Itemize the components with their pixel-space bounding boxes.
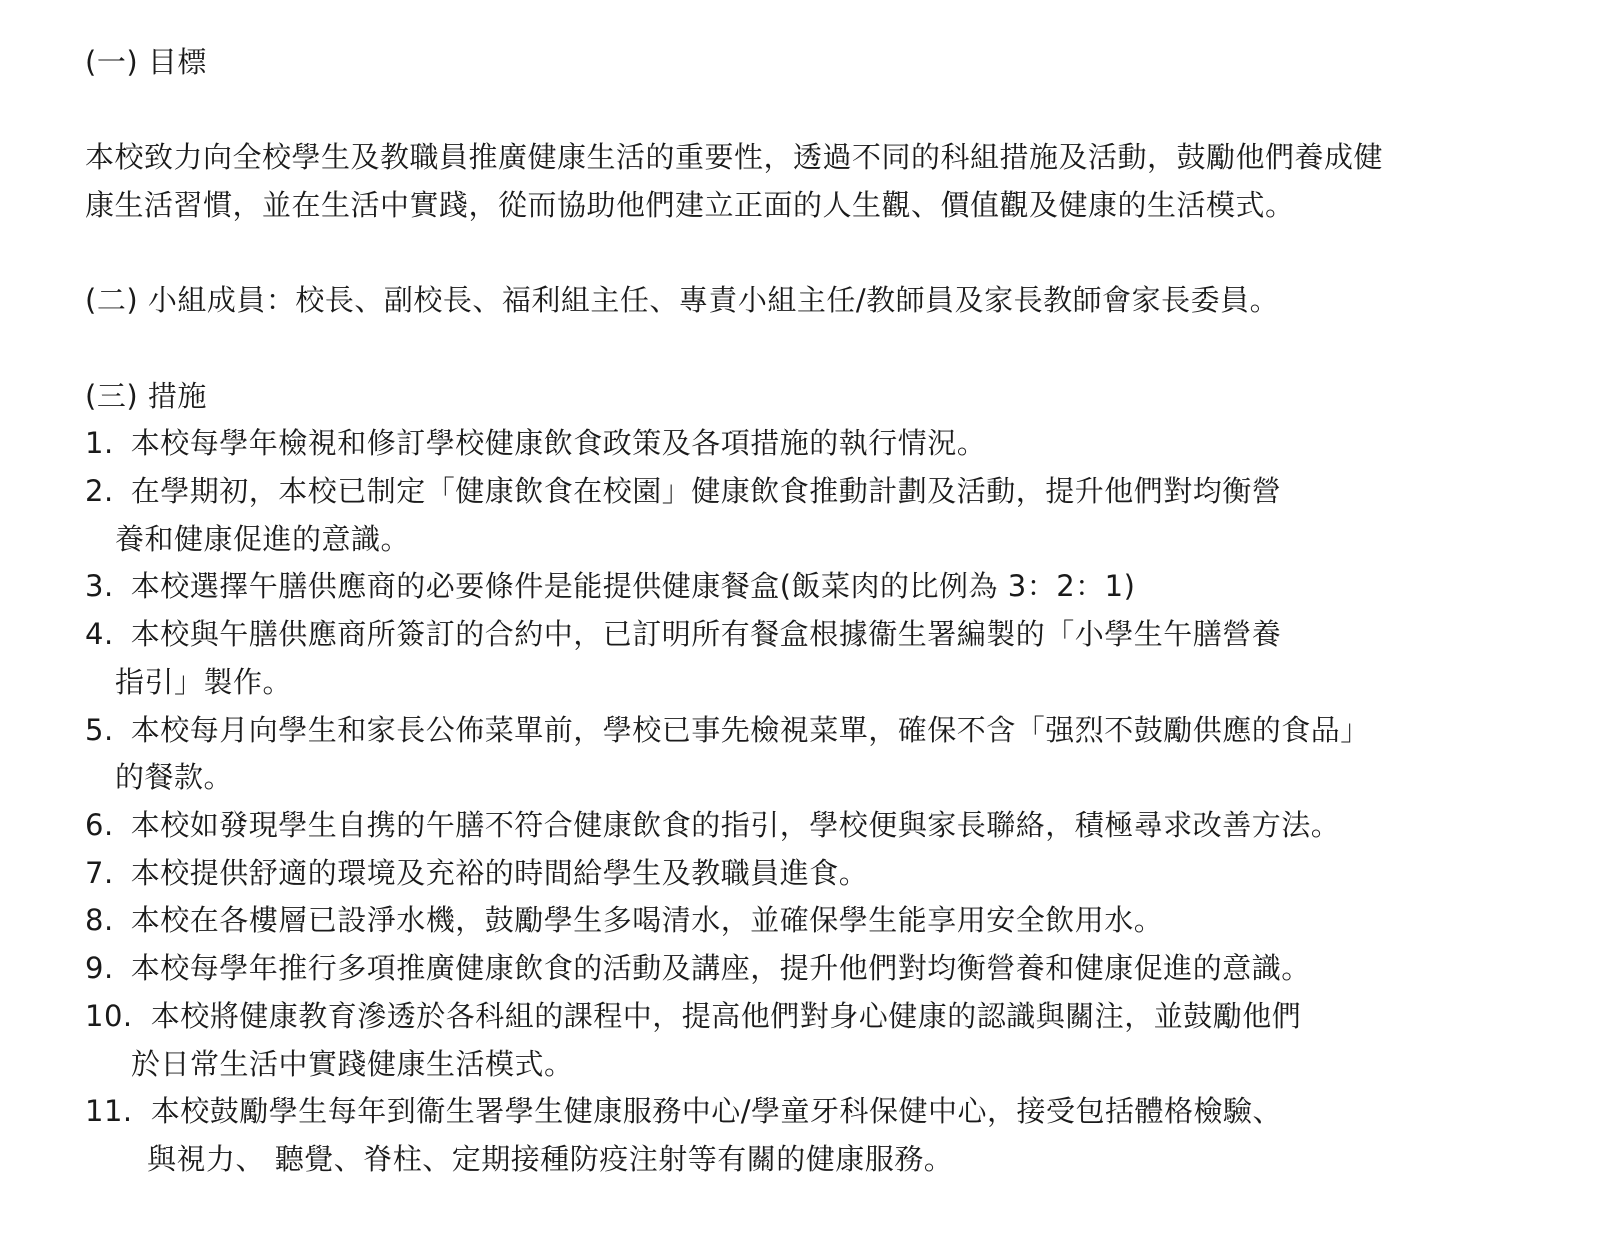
list-item-6 bbox=[85, 805, 1340, 845]
list-item-number: 1. bbox=[85, 426, 114, 460]
list-item-text: 本校每月向學生和家長公佈菜單前，學校已事先檢視菜單，確保不含「强烈不鼓勵供應的食品」 bbox=[130, 713, 1370, 747]
list-item-3 bbox=[85, 566, 1135, 606]
list-item-text: 本校選擇午膳供應商的必要條件是能提供健康餐盒(飯菜肉的比例為 3：2：1) bbox=[130, 569, 1136, 603]
list-item-number: 7. bbox=[85, 856, 114, 890]
list-item-number: 3. bbox=[85, 569, 114, 603]
list-item-text: 本校每學年推行多項推廣健康飲食的活動及講座，提升他們對均衡營養和健康促進的意識。 bbox=[130, 951, 1311, 985]
list-item-number: 2. bbox=[85, 474, 114, 508]
list-item-10-continuation: 於日常生活中實踐健康生活模式。 bbox=[131, 1047, 574, 1081]
list-item-number: 11. bbox=[85, 1094, 133, 1128]
list-item-text: 本校將健康教育滲透於各科組的課程中，提高他們對身心健康的認識與關注，並鼓勵他們 bbox=[150, 999, 1302, 1033]
list-item-text: 本校與午膳供應商所簽訂的合約中，已訂明所有餐盒根據衞生署編製的「小學生午膳營養 bbox=[130, 617, 1282, 651]
list-item-4-continuation: 指引」製作。 bbox=[115, 665, 293, 699]
list-item-number: 4. bbox=[85, 617, 114, 651]
list-item-2 bbox=[85, 471, 1281, 511]
list-item-10 bbox=[85, 996, 1301, 1036]
section1-heading: (一) 目標 bbox=[85, 45, 207, 79]
list-item-text: 在學期初，本校已制定「健康飲食在校園」健康飲食推動計劃及活動，提升他們對均衡營 bbox=[130, 474, 1282, 508]
list-item-text: 本校鼓勵學生每年到衞生署學生健康服務中心/學童牙科保健中心，接受包括體格檢驗、 bbox=[150, 1094, 1282, 1128]
list-item-8 bbox=[85, 900, 1163, 940]
section1-paragraph-line1: 本校致力向全校學生及教職員推廣健康生活的重要性，透過不同的科組措施及活動，鼓勵他們養成健 bbox=[85, 140, 1384, 174]
list-item-11 bbox=[85, 1091, 1282, 1131]
list-item-2-continuation: 養和健康促進的意識。 bbox=[115, 522, 411, 556]
list-item-9 bbox=[85, 948, 1311, 988]
list-item-text: 本校在各樓層已設淨水機，鼓勵學生多喝清水，並確保學生能享用安全飲用水。 bbox=[130, 903, 1164, 937]
section2-heading: (二) 小組成員：校長、副校長、福利組主任、專責小組主任/教師員及家長教師會家長委員。 bbox=[85, 283, 1280, 317]
section1-paragraph-line2: 康生活習慣，並在生活中實踐，從而協助他們建立正面的人生觀、價值觀及健康的生活模式。 bbox=[85, 188, 1295, 222]
list-item-4 bbox=[85, 614, 1281, 654]
list-item-text: 本校如發現學生自携的午膳不符合健康飲食的指引，學校便與家長聯絡，積極尋求改善方法。 bbox=[130, 808, 1341, 842]
list-item-number: 9. bbox=[85, 951, 114, 985]
list-item-number: 8. bbox=[85, 903, 114, 937]
section3-heading: (三) 措施 bbox=[85, 379, 207, 413]
list-item-11-continuation: 與視力、 聽覺、脊柱、定期接種防疫注射等有關的健康服務。 bbox=[147, 1142, 954, 1176]
list-item-5 bbox=[85, 710, 1370, 750]
list-item-text: 本校每學年檢視和修訂學校健康飲食政策及各項措施的執行情況。 bbox=[130, 426, 987, 460]
list-item-1 bbox=[85, 423, 986, 463]
list-item-5-continuation: 的餐款。 bbox=[115, 760, 234, 794]
list-item-number: 5. bbox=[85, 713, 114, 747]
list-item-text: 本校提供舒適的環境及充裕的時間給學生及教職員進食。 bbox=[130, 856, 869, 890]
list-item-7 bbox=[85, 853, 868, 893]
list-item-number: 6. bbox=[85, 808, 114, 842]
list-item-number: 10. bbox=[85, 999, 133, 1033]
